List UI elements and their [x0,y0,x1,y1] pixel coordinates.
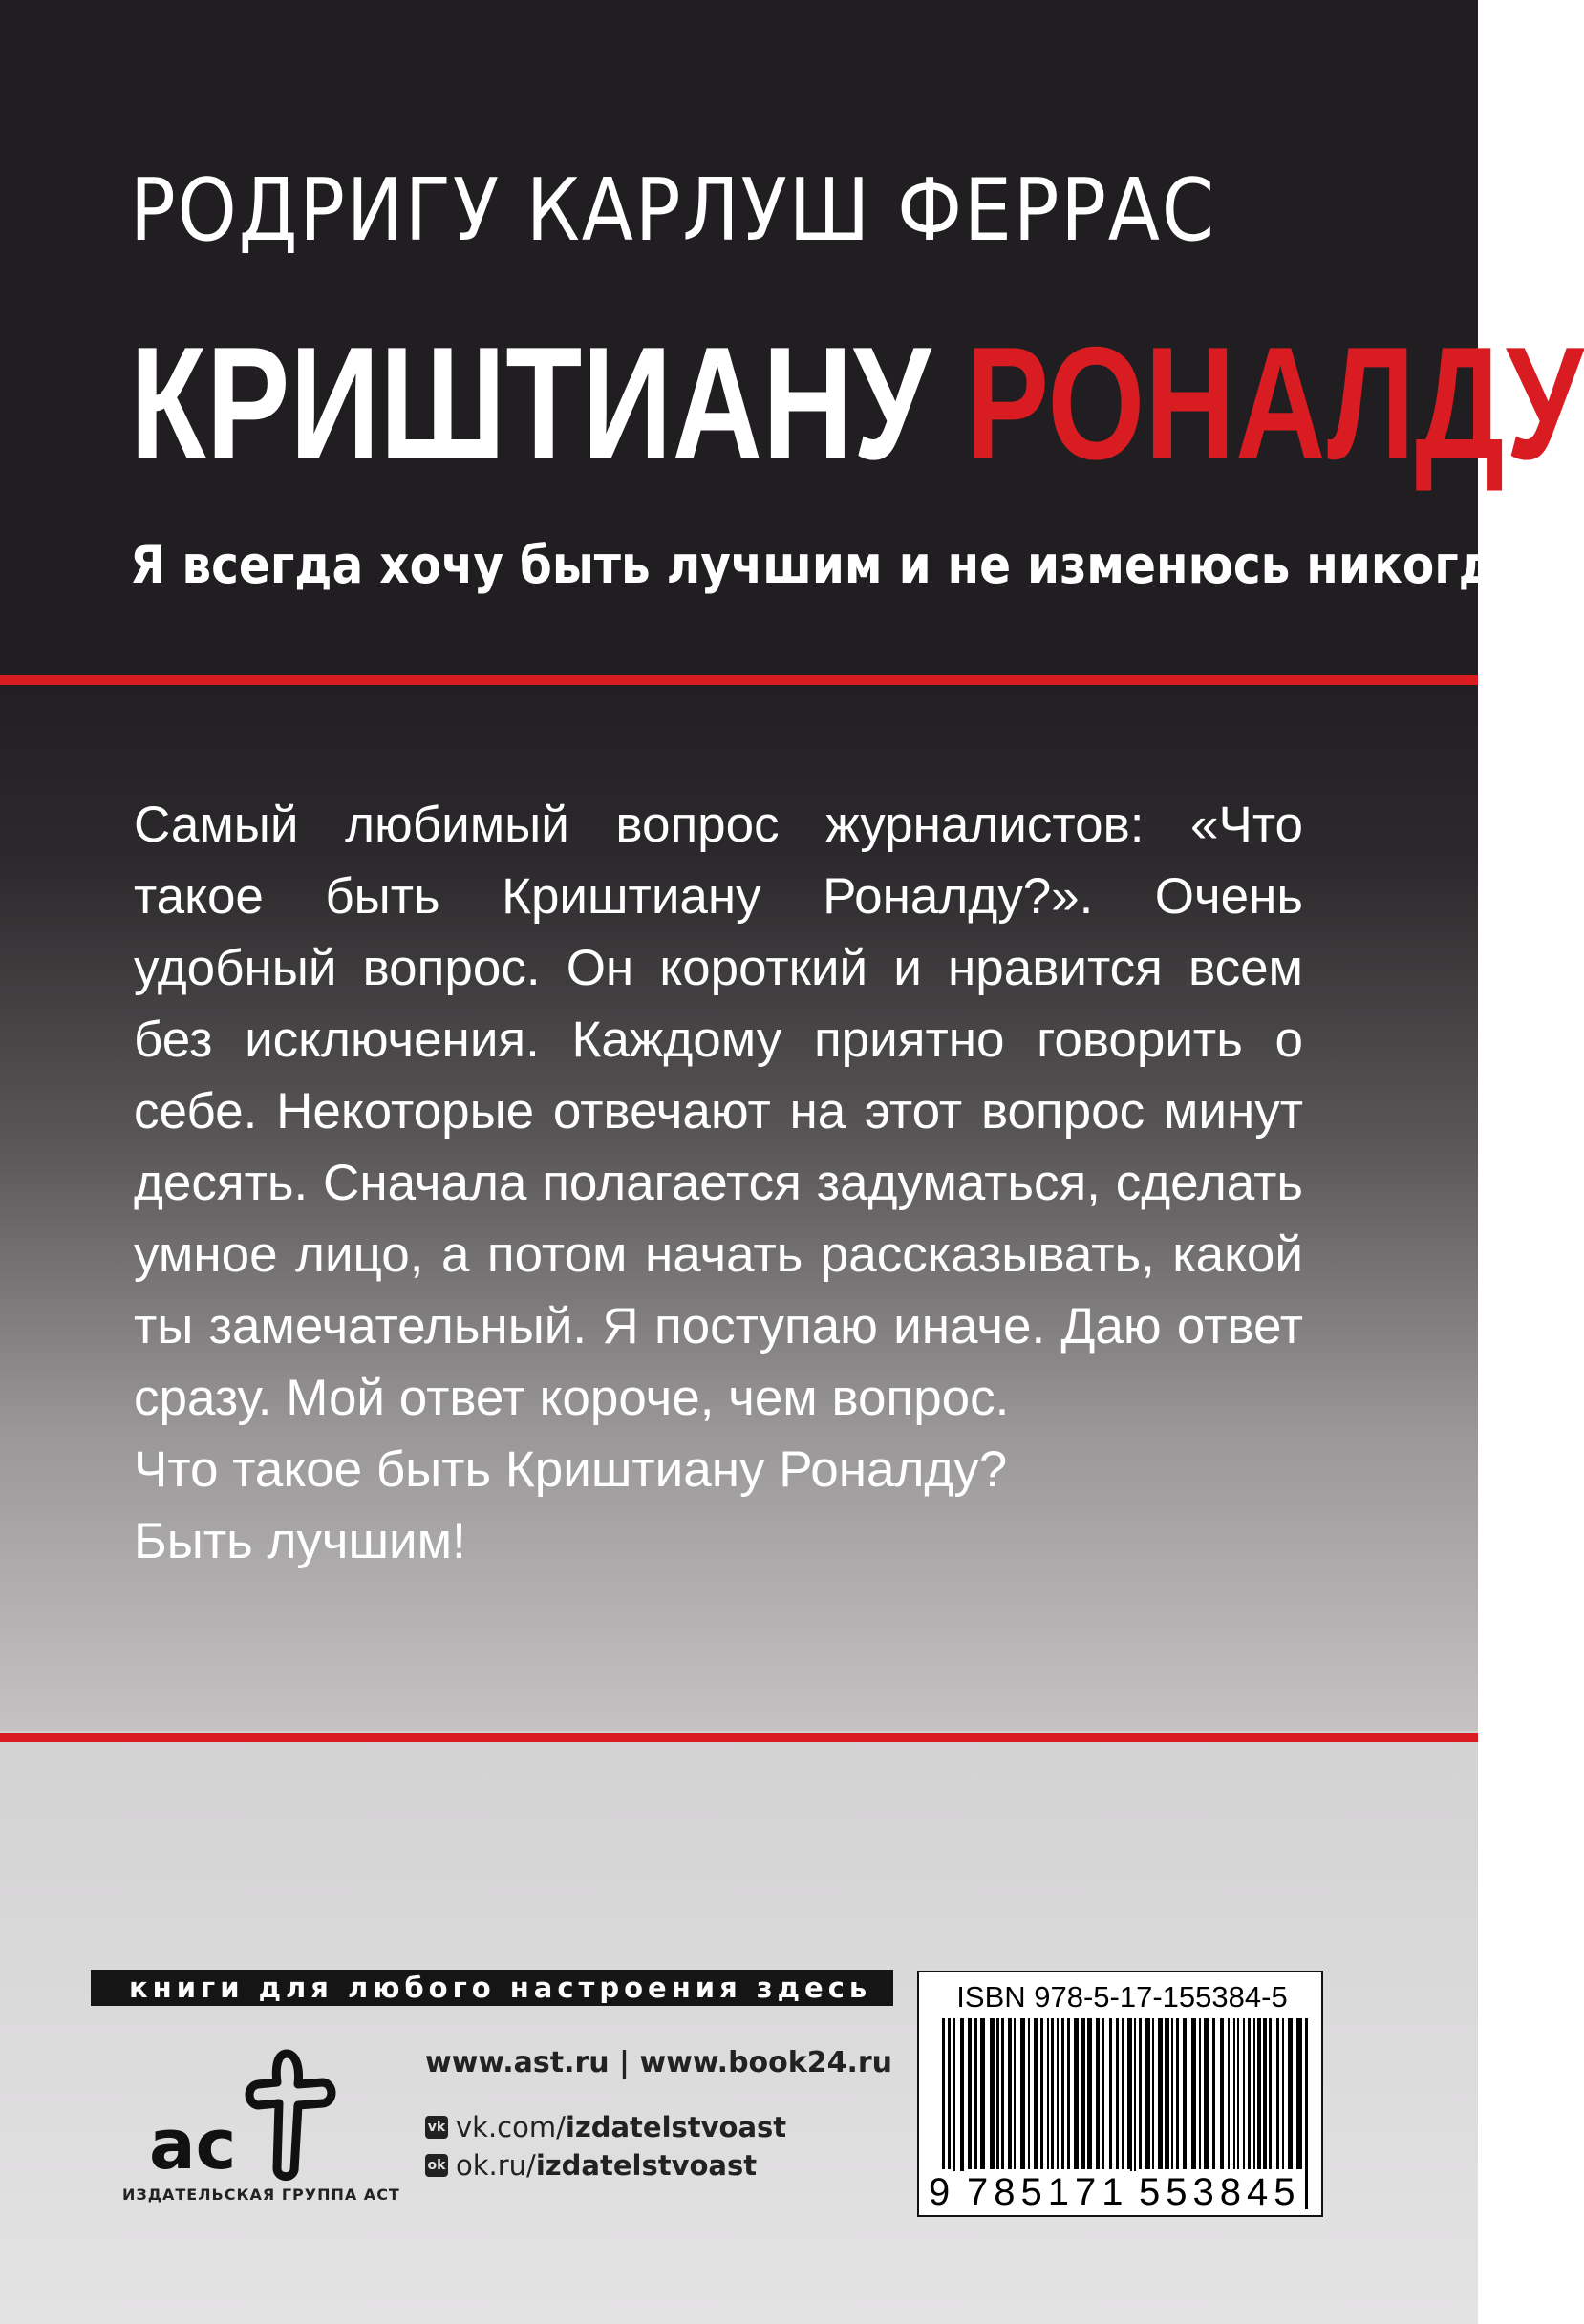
barcode-bar [1288,2018,1293,2171]
barcode-bar [1248,2018,1251,2171]
barcode-bar [1061,2018,1064,2171]
red-divider-bottom [0,1733,1478,1742]
book-title [130,313,1584,493]
barcode-bar [1191,2018,1196,2171]
barcode-bar [974,2018,977,2171]
barcode-bar [1102,2018,1104,2171]
barcode-bar [1139,2018,1142,2171]
barcode-bar [1165,2018,1169,2171]
author-name: РОДРИГУ КАРЛУШ ФЕРРАС [130,160,1216,261]
barcode-bar [1040,2018,1043,2171]
isbn-barcode [917,1971,1323,2217]
barcode-bar [1204,2018,1209,2171]
barcode-bar [1282,2018,1284,2171]
barcode-bar [1020,2018,1025,2171]
social-link-ok[interactable] [425,2146,865,2185]
vk-icon: vk [425,2116,448,2139]
barcode-bar [1212,2018,1215,2171]
barcode-bar [1243,2018,1245,2171]
ok-icon: ok [425,2154,448,2177]
barcode-bar [1081,2018,1085,2171]
barcode-bar [1074,2018,1079,2171]
barcode-bar [1057,2018,1059,2171]
barcode-bar [980,2018,985,2171]
ean-digits [927,2169,1317,2215]
barcode-bar [1237,2018,1239,2171]
barcode-bar [1008,2018,1012,2171]
barcode-bar [1199,2018,1201,2171]
barcode-bar [1109,2018,1112,2171]
contact-links [425,2046,893,2185]
barcode-bar [1263,2018,1267,2171]
barcode-bar [1067,2018,1070,2171]
barcode-bar [968,2018,972,2171]
red-divider-top [0,675,1478,685]
logo-cross-shape [249,2054,332,2177]
barcode-bar [990,2018,995,2171]
logo-letters: ac [149,2104,237,2185]
barcode-bar [1269,2018,1272,2171]
social-handle: izdatelstvoast [565,2111,787,2143]
tagline-bar: книги для любого настроения здесь [91,1970,893,2006]
barcode-bar [1233,2018,1235,2171]
ean-left-group: 785171 [967,2171,1129,2213]
barcode-bar [1014,2018,1016,2171]
barcode-bar [1171,2018,1173,2171]
barcode-bar [1276,2018,1279,2171]
book-subtitle: Я всегда хочу быть лучшим и не изменюсь никогда [130,535,1528,595]
ast-logo-icon [143,2035,363,2187]
isbn-number: ISBN 978-5-17-155384-5 [956,1980,1288,2014]
barcode-bar [1028,2018,1030,2171]
barcode-bar [1158,2018,1163,2171]
barcode-bar [1096,2018,1100,2171]
barcode-bar [1087,2018,1092,2171]
barcode-bar [960,2018,964,2171]
barcode-bar [1134,2018,1136,2171]
blurb-paragraph: Быть лучшим! [134,1513,466,1569]
title-first-word: КРИШТИАНУ [130,313,931,493]
blurb-text [134,789,1303,1577]
social-handle: izdatelstvoast [535,2149,758,2182]
barcode-bar [1296,2018,1299,2171]
barcode-bar [953,2018,955,2171]
ean-first-digit: 9 [929,2171,951,2213]
barcode-bar [996,2018,999,2171]
barcode-bar [1257,2018,1261,2171]
barcode-bar [1127,2018,1132,2171]
social-prefix: vk.com/ [456,2111,566,2143]
blurb-paragraph: Самый любимый вопрос журналистов: «Что такое быть Криштиану Роналду?». Очень удобный вопрос. Он короткий и нравится всем без исключения. Каждому приятно говорить о себе. Некоторые отвечают на этот вопрос минут десять. Сначала полагается задуматься, сделать умное лицо, а потом начать рассказывать, какой ты замечательный. Я поступаю иначе. Даю ответ сразу. Мой ответ короче, чем вопрос. [134,797,1303,1426]
barcode-bar [1047,2018,1049,2171]
barcode-bar [1176,2018,1179,2171]
title-second-word: РОНАЛДУ [965,313,1584,493]
publisher-name: ИЗДАТЕЛЬСКАЯ ГРУППА АСТ [122,2185,400,2204]
social-prefix: ok.ru/ [456,2149,536,2182]
website-links[interactable]: www.ast.ru | www.book24.ru [425,2046,893,2079]
barcode-bar [1228,2018,1230,2171]
ean-right-group: 553845 [1139,2171,1301,2213]
barcode-bar [1001,2018,1004,2171]
blurb-paragraph: Что такое быть Криштиану Роналду? [134,1441,1008,1498]
social-link-vk[interactable] [425,2108,865,2146]
barcode-bar [1253,2018,1255,2171]
barcode-bar [1220,2018,1224,2171]
barcode-bar [1051,2018,1054,2171]
barcode-bar [1145,2018,1150,2171]
barcode-bar [1183,2018,1187,2171]
barcode-bar [1034,2018,1038,2171]
barcode-bar [1152,2018,1154,2171]
